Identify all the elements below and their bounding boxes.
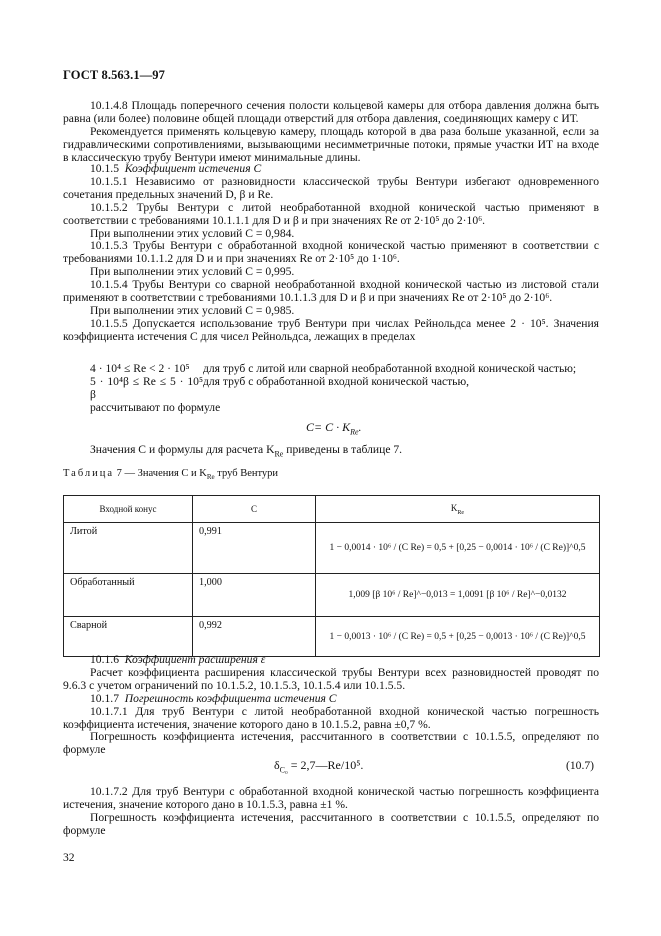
paragraph: 10.1.5.3 Трубы Вентури с обработанной входной конической частью применяют в соответствии с требованиями 10.1.1.2 для D и и при значениях Re от 2·10⁵ до 1·10⁶.	[63, 239, 599, 266]
paragraph: рассчитывают по формуле	[90, 400, 221, 414]
cell-c: 0,991	[193, 523, 316, 574]
formula-c: $C= C \cdot K_{Re}$.	[306, 420, 362, 437]
section-10-1-7-2	[63, 786, 599, 838]
cell-cone: Сварной	[64, 617, 193, 657]
table-7	[63, 495, 600, 657]
cell-c: 1,000	[193, 574, 316, 617]
table-row	[64, 574, 600, 617]
text-block-1	[63, 100, 599, 165]
paragraph: При выполнении этих условий C = 0,995.	[90, 265, 295, 279]
section-10-1-5	[63, 163, 599, 344]
paragraph: 10.1.4.8 Площадь поперечного сечения полости кольцевой камеры для отбора давления должна быть равна (или более) половине общей площади отверстий для отбора давления, соединяющих камеру с ИТ.	[63, 99, 599, 125]
paragraph: 10.1.5.2 Трубы Вентури с литой необработанной входной конической частью применяют в соответствии с требованиями 10.1.1.1 для D и β и при значениях Re от 2·10⁵ до 2·10⁶.	[63, 200, 599, 227]
paragraph: 10.1.5.4 Трубы Вентури со сварной необработанной входной конической частью из листовой стали применяют в соответствии с требованиями 10.1.1.3 для D и β и при значениях Re от 2·10⁵ до 2·10⁶.	[63, 278, 599, 305]
paragraph: Погрешность коэффициента истечения, рассчитанного в соответствии с 10.1.5.5, определяют по формуле	[63, 730, 599, 757]
section-heading: 10.1.6 Коэффициент расширения ε	[90, 653, 266, 666]
paragraph: При выполнении этих условий C = 0,985.	[90, 303, 295, 317]
document-header: ГОСТ 8.563.1—97	[63, 68, 166, 82]
paragraph: 10.1.5.1 Независимо от разновидности классической трубы Вентури избегают одновременного сочетания предельных значений D, β и Re.	[63, 174, 599, 201]
paragraph: 10.1.7.2 Для труб Вентури с обработанной входной конической частью погрешность коэффициента истечения, значение которого дано в 10.1.5.3, равна ±1 %.	[63, 785, 599, 811]
table-header-row	[64, 496, 600, 523]
paragraph: При выполнении этих условий C = 0,984.	[90, 226, 295, 240]
cell-cone: Литой	[64, 523, 193, 574]
header-cone: Входной конус	[64, 496, 193, 523]
paragraph: Рекомендуется применять кольцевую камеру, площадь которой в два раза больше указанной, если за гидравлическими сопротивлениями, вызывающими несимметричные потоки, прямые участки ИТ на входе в классическую трубу Вентури имеют минимальные длины.	[63, 124, 599, 164]
cell-formula: 1 − 0,0013 · 10⁶ / (C Re) = 0,5 + [0,25 − 0,0013 · 10⁶ / (C Re)]^0,5	[316, 617, 600, 657]
cell-formula: 1 − 0,0014 · 10⁶ / (C Re) = 0,5 + [0,25 − 0,0014 · 10⁶ / (C Re)]^0,5	[316, 523, 600, 574]
paragraph: 10.1.5.5 Допускается использование труб Вентури при числах Рейнольдса менее 2 · 10⁵. Значения коэффициента истечения C для чисел Рейнольдса, лежащих в пределах	[63, 316, 599, 343]
range-list	[63, 363, 599, 415]
formula-10-7: $\delta_{C_0}$ = 2,7—Re/10⁵.	[274, 758, 364, 775]
cell-cone: Обработанный	[64, 574, 193, 617]
table-caption: Таблица 7 — Значения C и $K_{Re}$ труб Вентури	[63, 468, 279, 482]
header-k: $K_{Re}$	[316, 496, 600, 523]
table-row	[64, 523, 600, 574]
section-heading: 10.1.7 Погрешность коэффициента истечения C	[90, 691, 337, 705]
range-item: 4 · 10⁴ ≤ Re < 2 · 10⁵ для труб с литой или сварной необработанной входной конической частью;	[90, 362, 577, 375]
cell-formula: 1,009 [β 10⁶ / Re]^−0,013 = 1,0091 [β 10⁶ / Re]^−0,0132	[316, 574, 600, 617]
page-number: 32	[63, 851, 75, 864]
section-heading: 10.1.5 Коэффициент истечения C	[90, 162, 262, 175]
paragraph: Погрешность коэффициента истечения, рассчитанного в соответствии с 10.1.5.5, определяют по формуле	[63, 810, 599, 837]
cell-c: 0,992	[193, 617, 316, 657]
header-c: C	[193, 496, 316, 523]
section-10-1-6	[63, 654, 599, 757]
paragraph: 10.1.7.1 Для труб Вентури с литой необработанной входной конической частью погрешность коэффициента истечения, значение которого дано в 10.1.5.2, равна ±0,7 %.	[63, 704, 599, 731]
formula-number: (10.7)	[566, 759, 595, 772]
paragraph: Расчет коэффициента расширения классической трубы Вентури всех разновидностей проводят по 9.6.3 с учетом ограничений по 10.1.5.2, 10.1.5.3, 10.1.5.4 или 10.1.5.5.	[63, 665, 599, 692]
table-reference: Значения C и формулы для расчета $K_{Re}$ приведены в таблице 7.	[90, 443, 403, 459]
table-row	[64, 617, 600, 657]
range-item: 5 · 10⁴β ≤ Re ≤ 5 · 10⁵ β для труб с обработанной входной конической частью,	[90, 374, 470, 401]
